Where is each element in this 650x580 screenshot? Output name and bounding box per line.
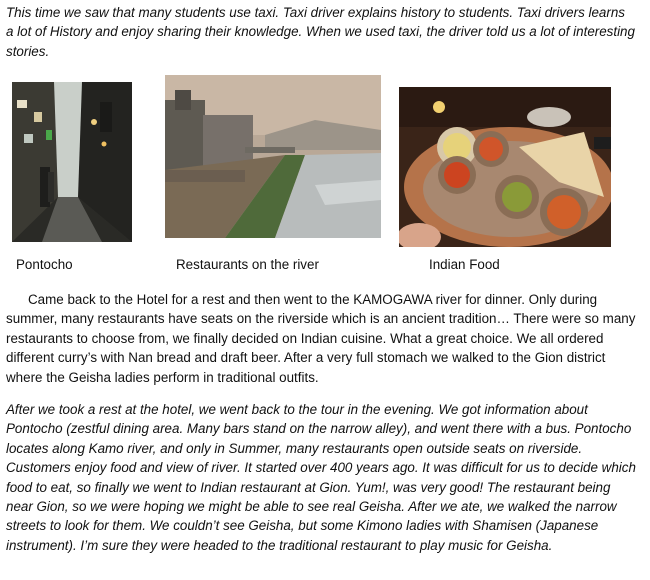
caption-river: Restaurants on the river [176,257,319,272]
caption-indian-food: Indian Food [429,257,500,272]
pontocho-evening-paragraph: After we took a rest at the hotel, we went back to the tour in the evening. We got information about Pontocho (zestful dining area. Many bars stand on the narrow alley), and went there with a bus. Pontocho locates along Kamo river, and only in Summer, many restaurants open outside seats on riverside. Customers enjoy food and view of river. It started over 400 years ago. It was difficult for us to decide which food to eat, so finally we went to Indian restaurant at Gion. Yum!, was very good! The restaurant being near Gion, so we were hoping we might be able to see real Geisha. After we ate, we walked the narrow streets to look for them. We couldn’t see Geisha, but some Kimono ladies with Shamisen (Japanese instrument). I’m sure they were headed to the traditional restaurant to play music for Geisha. [6,402,636,553]
indian-food-photo [399,87,611,247]
kamogawa-river-photo [165,75,381,238]
intro-paragraph: This time we saw that many students use taxi. Taxi driver explains history to students. Taxi drivers learns a lot of History and enjoy sharing their knowledge. When we used taxi, the driver told us a lot of interesting stories. [6,5,635,59]
pontocho-alley-photo [12,82,132,242]
dinner-paragraph: Came back to the Hotel for a rest and then went to the KAMOGAWA river for dinner. Only during summer, many restaurants have seats on the riverside which is an ancient tradition… There were so many restaurants to choose from, we finally decided on Indian cuisine. What a great choice. We all ordered different curry’s with Nan bread and draft beer. After a very full stomach we walked to the Gion district where the Geisha ladies perform in traditional outfits. [6,292,636,385]
caption-pontocho: Pontocho [16,257,73,272]
